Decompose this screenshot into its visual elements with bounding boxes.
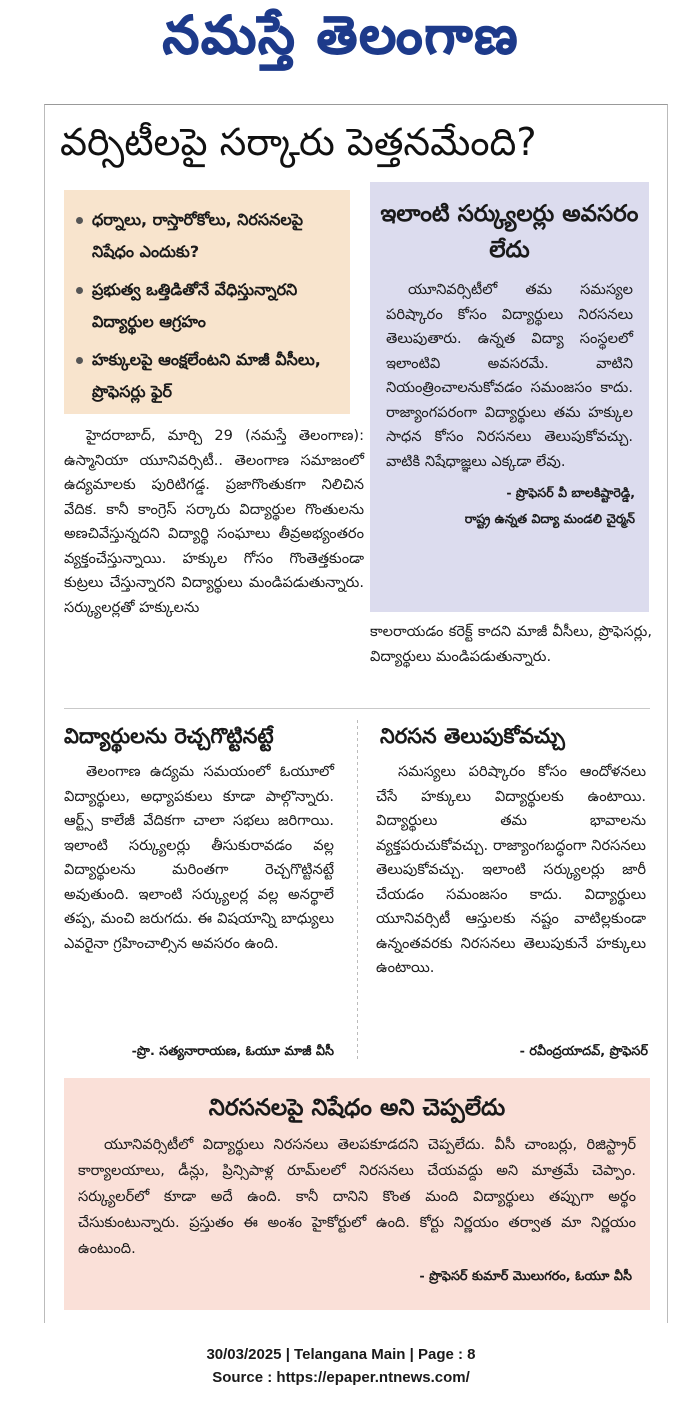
sidebar-body: యూనివర్సిటీలో తమ సమస్యల పరిష్కారం కోసం విద్యార్థులు నిరసనలు తెలుపుతారు. ఉన్నత విద్యా సంస్థలలో ఇలాంటివి అవసరమే. వాటిని నియంత్రించాలనుకోవడం సమంజసం కాదు. రాజ్యాంగపరంగా విద్యార్థులు తమ హక్కుల సాధన కోసం నిరసనలు తెలుపుకోవచ్చు. వాటికి నిషేధాజ్ఞలు ఎక్కడా లేవు. [386, 281, 633, 470]
bullet-icon [76, 217, 83, 224]
article-headline: వర్సిటీలపై సర్కారు పెత్తనమేంది? [60, 120, 537, 164]
sidebar-quote-box [370, 182, 649, 612]
highlight-item: హక్కులపై ఆంక్షలేంటని మాజీ వీసీలు, ప్రొఫెసర్లు ఫైర్ [74, 344, 342, 408]
highlight-item: ప్రభుత్వ ఒత్తిడితోనే వేధిస్తున్నారని విద్యార్థుల ఆగ్రహం [74, 274, 342, 338]
highlight-item: ధర్నాలు, రాస్తారోకోలు, నిరసనలపై నిషేధం ఎందుకు? [74, 204, 342, 268]
vc-statement-box [64, 1078, 650, 1310]
masthead-logo [0, 6, 682, 76]
opinion-left-signature: -ప్రొ. సత్యనారాయణ, ఓయూ మాజీ వీసీ [131, 1044, 334, 1059]
bullet-icon [76, 287, 83, 294]
bullet-icon [76, 357, 83, 364]
vc-statement-signature: - ప్రొఫెసర్ కుమార్ మొలుగరం, ఓయూ వీసీ [419, 1269, 632, 1284]
opinion-right-title: నిరసన తెలుపుకోవచ్చు [380, 724, 565, 748]
masthead-title: నమస్తే తెలంగాణ [162, 6, 520, 66]
article-body-part1: హైదరాబాద్, మార్చి 29 (నమస్తే తెలంగాణ): ఉస్మానియా యూనివర్సిటీ.. తెలంగాణ సమాజంలో ఉద్యమాలకు పురిటిగడ్డ. ప్రజాగొంతుకగా నిలిచిన వేదిక. కానీ కాంగ్రెస్ సర్కారు విద్యార్థుల గొంతులను అణచివేస్తున్నదని విద్యార్థి సంఘాలు తీవ్రఅభ్యంతరం వ్యక్తంచేస్తున్నాయి. హక్కుల గోసం గొంతెత్తకుండా కుట్రలు చేస్తున్నారని విద్యార్థులు మండిపడుతున్నారు. సర్క్యులర్లతో హక్కులను [64, 427, 364, 616]
footer-source-link[interactable]: Source : https://epaper.ntnews.com/ [212, 1369, 470, 1386]
sidebar-signature-role: రాష్ట్ర ఉన్నత విద్యా మండలి చైర్మన్ [464, 511, 635, 526]
footer-edition-info: 30/03/2025 | Telangana Main | Page : 8 [206, 1346, 476, 1363]
highlights-box [64, 190, 350, 414]
vc-statement-title: నిరసనలపై నిషేధం అని చెప్పలేదు [208, 1095, 506, 1121]
sidebar-title: ఇలాంటి సర్క్యులర్లు అవసరం లేదు [380, 201, 639, 263]
section-divider [64, 708, 650, 709]
opinion-right-signature: - రవీంద్రయాదవ్, ప్రొఫెసర్ [519, 1044, 648, 1059]
article-body-part2: కాలరాయడం కరెక్ట్ కాదని మాజీ వీసీలు, ప్రొఫెసర్లు, విద్యార్థులు మండిపడుతున్నారు. [370, 623, 652, 665]
column-divider [357, 720, 358, 1062]
opinion-left-body: తెలంగాణ ఉద్యమ సమయంలో ఓయూలో విద్యార్థులు, అధ్యాపకులు కూడా పాల్గొన్నారు. ఆర్ట్స్ కాలేజీ వేదికగా చాలా సభలు జరిగాయి. ఇలాంటి సర్క్యులర్లు తీసుకురావడం వల్ల విద్యార్థులను మరింతగా రెచ్చగొట్టినట్టే అవుతుంది. ఇలాంటి సర్క్యులర్ల వల్ల అనర్థాలే తప్ప, మంచి జరుగదు. ఈ విషయాన్ని బాధ్యులు ఎవరైనా గ్రహించాల్సిన అవసరం ఉంది. [64, 763, 334, 952]
vc-statement-body: యూనివర్సిటీలో విద్యార్థులు నిరసనలు తెలపకూడదని చెప్పలేదు. వీసీ చాంబర్లు, రిజిస్ట్రార్ కార్యాలయాలు, డీన్లు, ప్రిన్సిపాళ్ల రూమ్‌లలో నిరసనలు చేయవద్దు అని మాత్రమే చెప్పాం. సర్క్యులర్‌లో కూడా అదే ఉంది. కానీ దానిని కొంత మంది విద్యార్థులు తప్పుగా అర్థం చేసుకుంటున్నారు. ప్రస్తుతం ఈ అంశం హైకోర్టులో ఉంది. కోర్టు నిర్ణయం తర్వాత మా నిర్ణయం ఉంటుంది. [78, 1136, 636, 1257]
opinion-right-body: సమస్యలు పరిష్కారం కోసం ఆందోళనలు చేసే హక్కులు విద్యార్థులకు ఉంటాయి. విద్యార్థులు తమ భావాలను వ్యక్తపరుచుకోవచ్చు. రాజ్యాంగబద్ధంగా నిరసనలు తెలుపుకోవచ్చు. ఇలాంటి సర్క్యులర్లు జారీ చేయడం సమంజసం కాదు. విద్యార్థులు యూనివర్సిటీ ఆస్తులకు నష్టం వాటిల్లకుండా ఉన్నంతవరకు నిరసనలు తెలుపుకునే హక్కులు ఉంటాయి. [376, 763, 646, 976]
opinion-left-title: విద్యార్థులను రెచ్చగొట్టినట్టే [64, 724, 274, 748]
sidebar-signature-name: - ప్రొఫెసర్ వీ బాలకిష్టారెడ్డి, [506, 485, 635, 500]
